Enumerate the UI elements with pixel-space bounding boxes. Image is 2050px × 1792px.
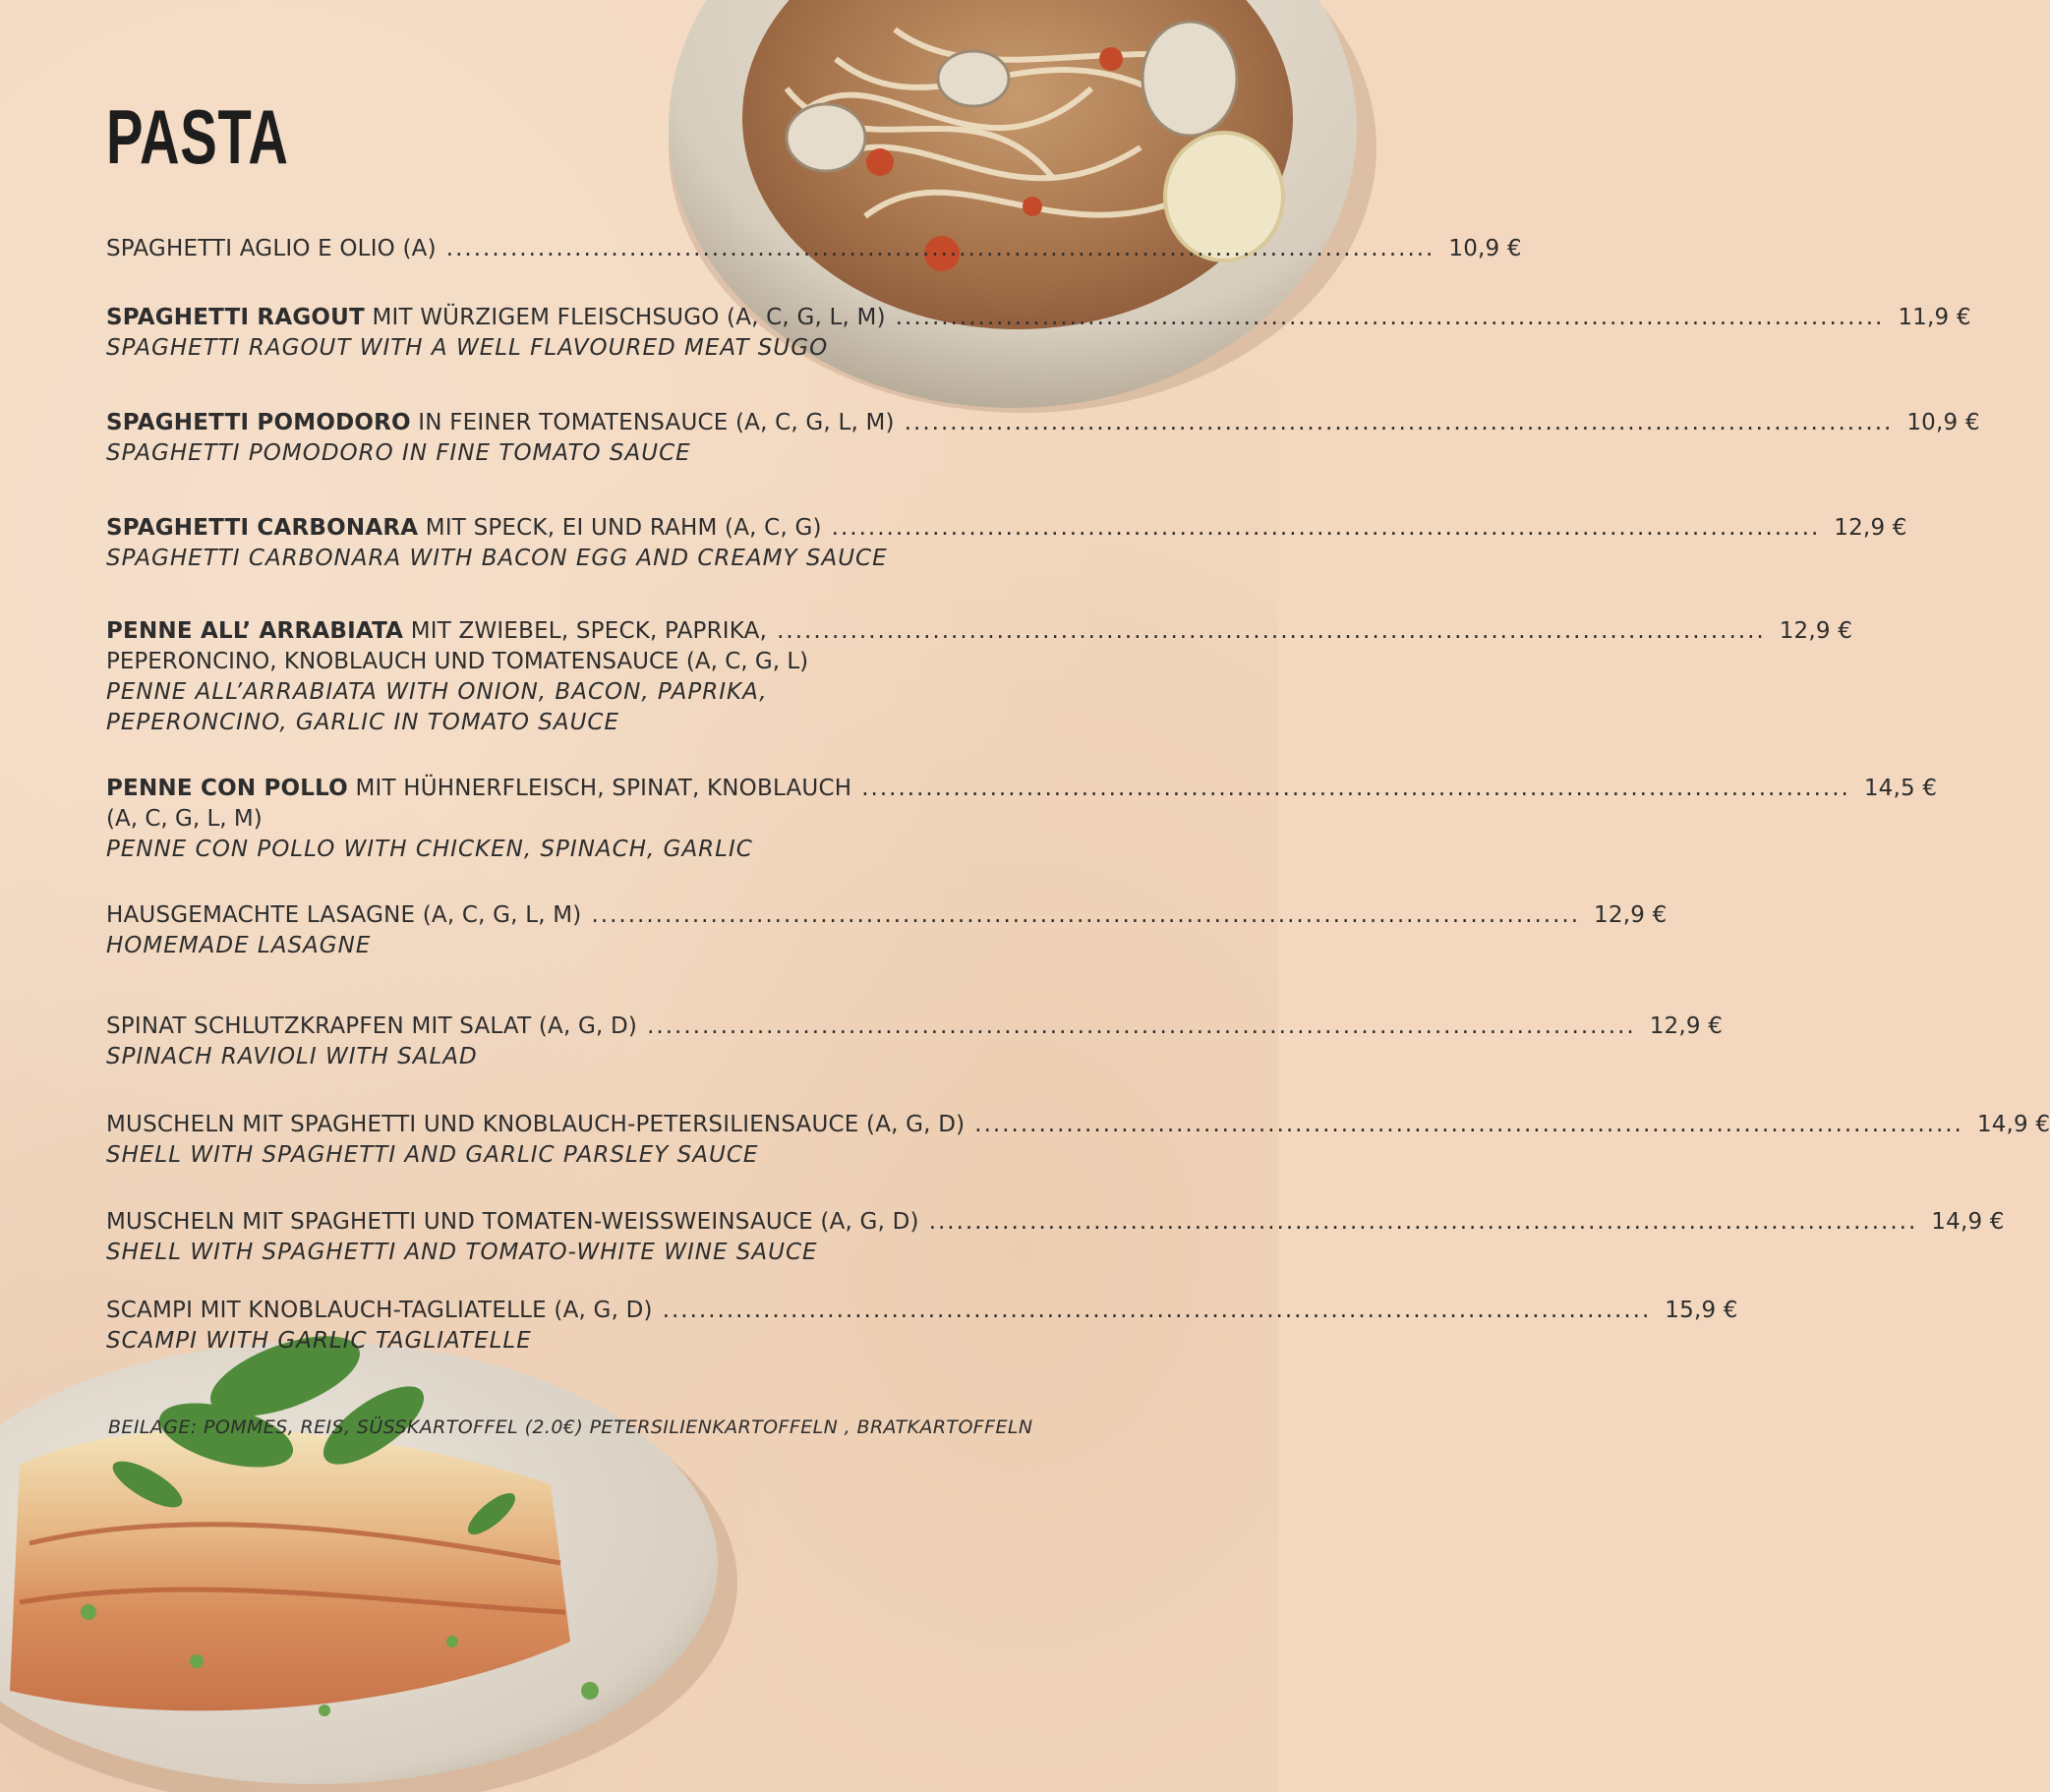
menu-item-line (106, 234, 1522, 264)
menu-item-price: 14,5 € (1863, 776, 1938, 801)
menu-item-price: 14,9 € (1931, 1209, 2005, 1235)
menu-item-name: SPAGHETTI CARBONARA (106, 515, 419, 541)
menu-item-description-cont: PEPERONCINO, KNOBLAUCH UND TOMATENSAUCE (A, C, G, L) (106, 649, 809, 674)
menu-item-text (106, 774, 851, 804)
dot-leader: ............................................................................................................ (831, 515, 1821, 541)
menu-item (106, 1110, 2050, 1171)
menu-item (106, 774, 1938, 865)
page-title: PASTA (106, 93, 289, 180)
menu-item-line (106, 1012, 1724, 1042)
menu-item-text (106, 408, 895, 438)
menu-item-text (106, 513, 822, 544)
menu-item-english: SHELL WITH SPAGHETTI AND TOMATO-WHITE WINE SAUCE (106, 1240, 818, 1265)
menu-item (106, 900, 1668, 961)
menu-item-english: SCAMPI WITH GARLIC TAGLIATELLE (106, 1328, 532, 1354)
menu-item-text (106, 1296, 653, 1326)
lasagne-photo (0, 1317, 747, 1792)
menu-item-text (106, 1207, 919, 1238)
menu-item-line (106, 900, 1668, 931)
menu-item-description: MIT WÜRZIGEM FLEISCHSUGO (A, C, G, L, M) (364, 305, 886, 330)
menu-item-line (106, 303, 1971, 333)
menu-item-english: PENNE CON POLLO WITH CHICKEN, SPINACH, GARLIC (106, 837, 753, 862)
menu-item-english: HOMEMADE LASAGNE (106, 933, 372, 958)
menu-item (106, 616, 1853, 738)
menu-item-name: PENNE ALL’ ARRABIATA (106, 618, 404, 644)
menu-item-description: MUSCHELN MIT SPAGHETTI UND KNOBLAUCH-PETERSILIENSAUCE (A, G, D) (106, 1112, 966, 1137)
menu-item-line (106, 513, 1907, 544)
menu-item-text (106, 234, 437, 264)
menu-item-price: 12,9 € (1594, 902, 1668, 928)
menu-item-english: SPAGHETTI POMODORO IN FINE TOMATO SAUCE (106, 440, 691, 466)
menu-item (106, 1012, 1724, 1072)
menu-item-english: SPAGHETTI RAGOUT WITH A WELL FLAVOURED MEAT SUGO (106, 335, 829, 361)
menu-item-description: SPINAT SCHLUTZKRAPFEN MIT SALAT (A, G, D) (106, 1013, 638, 1039)
menu-item-price: 10,9 € (1906, 410, 1980, 435)
menu-item-line (106, 616, 1853, 647)
menu-item-price: 10,9 € (1448, 236, 1522, 261)
menu-item (106, 408, 1980, 469)
dot-leader: ............................................................................................................ (445, 236, 1435, 261)
menu-item-line (106, 774, 1938, 804)
menu-item-line (106, 1207, 2005, 1238)
menu-item-text (106, 1012, 637, 1042)
menu-item (106, 303, 1971, 364)
menu-item-price: 14,9 € (1976, 1112, 2050, 1137)
dot-leader: ............................................................................................................ (777, 618, 1766, 644)
dot-leader: ............................................................................................................ (928, 1209, 1918, 1235)
dot-leader: ............................................................................................................ (861, 776, 1850, 801)
dot-leader: ............................................................................................................ (904, 410, 1894, 435)
menu-item-name: SPAGHETTI POMODORO (106, 410, 411, 435)
menu-item-price: 11,9 € (1898, 305, 1971, 330)
menu-item-text (106, 900, 581, 931)
menu-item-description: SCAMPI MIT KNOBLAUCH-TAGLIATELLE (A, G, D) (106, 1298, 653, 1323)
menu-item-name: PENNE CON POLLO (106, 776, 348, 801)
menu-item-english-cont: PEPERONCINO, GARLIC IN TOMATO SAUCE (106, 710, 620, 735)
menu-item-description: SPAGHETTI AGLIO E OLIO (A) (106, 236, 437, 261)
menu-item-text (106, 1110, 965, 1140)
menu-item-description: MUSCHELN MIT SPAGHETTI UND TOMATEN-WEISSWEINSAUCE (A, G, D) (106, 1209, 919, 1235)
dot-leader: ............................................................................................................ (591, 902, 1581, 928)
menu-item (106, 513, 1907, 574)
menu-item-price: 12,9 € (1779, 618, 1853, 644)
menu-item-english: SHELL WITH SPAGHETTI AND GARLIC PARSLEY SAUCE (106, 1142, 759, 1168)
menu-item-description-cont: (A, C, G, L, M) (106, 806, 263, 832)
menu-item-description: HAUSGEMACHTE LASAGNE (A, C, G, L, M) (106, 902, 582, 928)
menu-item-price: 15,9 € (1665, 1298, 1738, 1323)
menu-item-text (106, 616, 767, 647)
dot-leader: ............................................................................................................ (662, 1298, 1652, 1323)
menu-item-english: SPAGHETTI CARBONARA WITH BACON EGG AND CREAMY SAUCE (106, 546, 888, 571)
menu-item-line (106, 1296, 1738, 1326)
menu-item-description: IN FEINER TOMATENSAUCE (A, C, G, L, M) (410, 410, 895, 435)
menu-item-description: MIT SPECK, EI UND RAHM (A, C, G) (418, 515, 822, 541)
dot-leader: ............................................................................................................ (647, 1013, 1636, 1039)
menu-item (106, 234, 1522, 264)
dot-leader: ............................................................................................................ (895, 305, 1885, 330)
dot-leader: ............................................................................................................ (974, 1112, 1963, 1137)
menu-item (106, 1207, 2005, 1268)
menu-item-price: 12,9 € (1834, 515, 1907, 541)
menu-item-line (106, 408, 1980, 438)
menu-item-line (106, 1110, 2050, 1140)
menu-item-name: SPAGHETTI RAGOUT (106, 305, 365, 330)
menu-item-text (106, 303, 886, 333)
side-dishes-note: BEILAGE: POMMES, REIS, SÜSSKARTOFFEL (2.0€) PETERSILIENKARTOFFELN , BRATKARTOFFELN (108, 1416, 1033, 1438)
menu-item (106, 1296, 1738, 1357)
menu-item-price: 12,9 € (1649, 1013, 1724, 1039)
menu-item-description: MIT HÜHNERFLEISCH, SPINAT, KNOBLAUCH (347, 776, 852, 801)
menu-item-english: SPINACH RAVIOLI WITH SALAD (106, 1044, 478, 1069)
menu-item-description: MIT ZWIEBEL, SPECK, PAPRIKA, (403, 618, 768, 644)
menu-item-english: PENNE ALL’ARRABIATA WITH ONION, BACON, PAPRIKA, (106, 679, 768, 705)
